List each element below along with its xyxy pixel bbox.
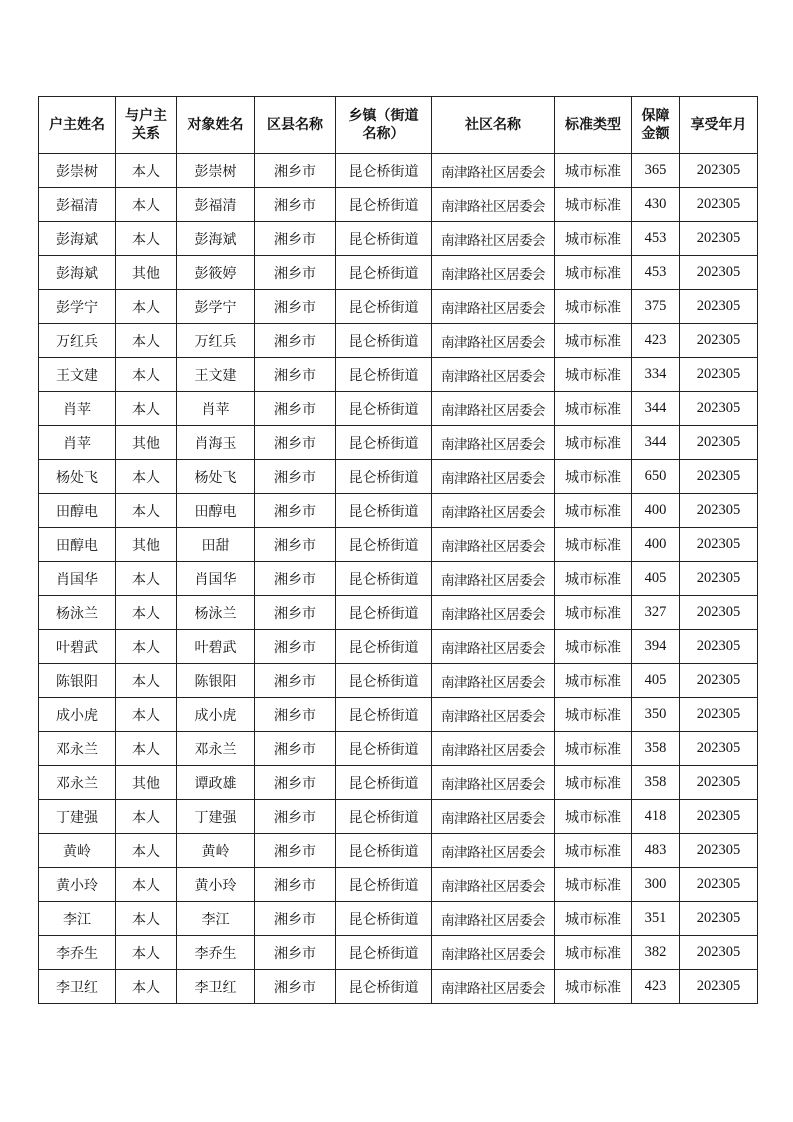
cell-beneficiary: 田甜 bbox=[177, 528, 255, 562]
benefit-table bbox=[38, 96, 758, 1004]
cell-community: 南津路社区居委会 bbox=[432, 834, 555, 868]
cell-month: 202305 bbox=[680, 562, 758, 596]
cell-township: 昆仑桥街道 bbox=[336, 290, 432, 324]
cell-relation: 其他 bbox=[116, 528, 177, 562]
cell-township: 昆仑桥街道 bbox=[336, 494, 432, 528]
cell-community: 南津路社区居委会 bbox=[432, 970, 555, 1004]
header-amount bbox=[632, 97, 680, 154]
cell-standard: 城市标准 bbox=[555, 358, 632, 392]
cell-householder: 黄岭 bbox=[39, 834, 116, 868]
cell-householder: 邓永兰 bbox=[39, 732, 116, 766]
cell-month: 202305 bbox=[680, 154, 758, 188]
table-row bbox=[39, 936, 758, 970]
cell-amount: 430 bbox=[632, 188, 680, 222]
cell-householder: 李江 bbox=[39, 902, 116, 936]
cell-householder: 李乔生 bbox=[39, 936, 116, 970]
cell-month: 202305 bbox=[680, 664, 758, 698]
cell-standard: 城市标准 bbox=[555, 460, 632, 494]
cell-month: 202305 bbox=[680, 868, 758, 902]
cell-beneficiary: 李卫红 bbox=[177, 970, 255, 1004]
cell-county: 湘乡市 bbox=[255, 698, 336, 732]
cell-community: 南津路社区居委会 bbox=[432, 460, 555, 494]
cell-relation: 本人 bbox=[116, 324, 177, 358]
table-row bbox=[39, 596, 758, 630]
cell-amount: 400 bbox=[632, 528, 680, 562]
table-row bbox=[39, 426, 758, 460]
cell-householder: 田醇电 bbox=[39, 494, 116, 528]
cell-community: 南津路社区居委会 bbox=[432, 732, 555, 766]
cell-township: 昆仑桥街道 bbox=[336, 902, 432, 936]
cell-relation: 本人 bbox=[116, 596, 177, 630]
table-row bbox=[39, 460, 758, 494]
cell-township: 昆仑桥街道 bbox=[336, 834, 432, 868]
cell-relation: 本人 bbox=[116, 494, 177, 528]
cell-township: 昆仑桥街道 bbox=[336, 596, 432, 630]
header-amount-label: 保障金额 bbox=[641, 108, 670, 142]
cell-householder: 杨泳兰 bbox=[39, 596, 116, 630]
cell-householder: 邓永兰 bbox=[39, 766, 116, 800]
header-county: 区县名称 bbox=[255, 97, 336, 154]
cell-township: 昆仑桥街道 bbox=[336, 528, 432, 562]
table-body bbox=[39, 154, 758, 1004]
cell-county: 湘乡市 bbox=[255, 426, 336, 460]
cell-township: 昆仑桥街道 bbox=[336, 562, 432, 596]
cell-month: 202305 bbox=[680, 834, 758, 868]
cell-month: 202305 bbox=[680, 324, 758, 358]
cell-amount: 300 bbox=[632, 868, 680, 902]
cell-community: 南津路社区居委会 bbox=[432, 358, 555, 392]
table-row bbox=[39, 256, 758, 290]
cell-standard: 城市标准 bbox=[555, 188, 632, 222]
cell-relation: 本人 bbox=[116, 936, 177, 970]
cell-county: 湘乡市 bbox=[255, 528, 336, 562]
cell-householder: 田醇电 bbox=[39, 528, 116, 562]
cell-householder: 肖苹 bbox=[39, 426, 116, 460]
cell-amount: 650 bbox=[632, 460, 680, 494]
cell-amount: 382 bbox=[632, 936, 680, 970]
cell-month: 202305 bbox=[680, 358, 758, 392]
cell-beneficiary: 彭学宁 bbox=[177, 290, 255, 324]
cell-township: 昆仑桥街道 bbox=[336, 766, 432, 800]
cell-month: 202305 bbox=[680, 460, 758, 494]
cell-standard: 城市标准 bbox=[555, 562, 632, 596]
cell-standard: 城市标准 bbox=[555, 256, 632, 290]
cell-beneficiary: 叶碧武 bbox=[177, 630, 255, 664]
cell-township: 昆仑桥街道 bbox=[336, 358, 432, 392]
cell-county: 湘乡市 bbox=[255, 766, 336, 800]
cell-community: 南津路社区居委会 bbox=[432, 664, 555, 698]
cell-amount: 483 bbox=[632, 834, 680, 868]
table-row bbox=[39, 358, 758, 392]
cell-township: 昆仑桥街道 bbox=[336, 222, 432, 256]
cell-township: 昆仑桥街道 bbox=[336, 698, 432, 732]
cell-county: 湘乡市 bbox=[255, 936, 336, 970]
cell-relation: 本人 bbox=[116, 698, 177, 732]
cell-standard: 城市标准 bbox=[555, 528, 632, 562]
cell-beneficiary: 李江 bbox=[177, 902, 255, 936]
cell-amount: 351 bbox=[632, 902, 680, 936]
cell-amount: 358 bbox=[632, 766, 680, 800]
cell-community: 南津路社区居委会 bbox=[432, 256, 555, 290]
cell-month: 202305 bbox=[680, 732, 758, 766]
cell-relation: 本人 bbox=[116, 902, 177, 936]
cell-relation: 其他 bbox=[116, 426, 177, 460]
cell-township: 昆仑桥街道 bbox=[336, 868, 432, 902]
cell-county: 湘乡市 bbox=[255, 562, 336, 596]
cell-month: 202305 bbox=[680, 392, 758, 426]
cell-standard: 城市标准 bbox=[555, 630, 632, 664]
cell-county: 湘乡市 bbox=[255, 256, 336, 290]
cell-householder: 成小虎 bbox=[39, 698, 116, 732]
cell-county: 湘乡市 bbox=[255, 188, 336, 222]
cell-beneficiary: 彭崇树 bbox=[177, 154, 255, 188]
cell-relation: 本人 bbox=[116, 970, 177, 1004]
cell-beneficiary: 彭福清 bbox=[177, 188, 255, 222]
cell-township: 昆仑桥街道 bbox=[336, 392, 432, 426]
table-row bbox=[39, 834, 758, 868]
table-row bbox=[39, 970, 758, 1004]
cell-amount: 327 bbox=[632, 596, 680, 630]
cell-community: 南津路社区居委会 bbox=[432, 766, 555, 800]
cell-relation: 本人 bbox=[116, 732, 177, 766]
cell-county: 湘乡市 bbox=[255, 664, 336, 698]
cell-relation: 本人 bbox=[116, 664, 177, 698]
cell-amount: 453 bbox=[632, 256, 680, 290]
cell-amount: 405 bbox=[632, 664, 680, 698]
cell-month: 202305 bbox=[680, 936, 758, 970]
cell-standard: 城市标准 bbox=[555, 426, 632, 460]
cell-householder: 彭福清 bbox=[39, 188, 116, 222]
cell-amount: 358 bbox=[632, 732, 680, 766]
cell-householder: 黄小玲 bbox=[39, 868, 116, 902]
cell-standard: 城市标准 bbox=[555, 732, 632, 766]
cell-amount: 405 bbox=[632, 562, 680, 596]
cell-county: 湘乡市 bbox=[255, 970, 336, 1004]
cell-township: 昆仑桥街道 bbox=[336, 936, 432, 970]
table-row bbox=[39, 290, 758, 324]
cell-community: 南津路社区居委会 bbox=[432, 222, 555, 256]
cell-month: 202305 bbox=[680, 290, 758, 324]
table-row bbox=[39, 766, 758, 800]
cell-relation: 本人 bbox=[116, 460, 177, 494]
table-row bbox=[39, 664, 758, 698]
cell-community: 南津路社区居委会 bbox=[432, 528, 555, 562]
table-row bbox=[39, 562, 758, 596]
cell-beneficiary: 成小虎 bbox=[177, 698, 255, 732]
cell-householder: 叶碧武 bbox=[39, 630, 116, 664]
cell-county: 湘乡市 bbox=[255, 460, 336, 494]
cell-standard: 城市标准 bbox=[555, 868, 632, 902]
cell-standard: 城市标准 bbox=[555, 698, 632, 732]
cell-beneficiary: 邓永兰 bbox=[177, 732, 255, 766]
cell-relation: 本人 bbox=[116, 222, 177, 256]
cell-householder: 彭崇树 bbox=[39, 154, 116, 188]
cell-community: 南津路社区居委会 bbox=[432, 392, 555, 426]
cell-beneficiary: 肖国华 bbox=[177, 562, 255, 596]
cell-county: 湘乡市 bbox=[255, 800, 336, 834]
cell-householder: 杨处飞 bbox=[39, 460, 116, 494]
cell-relation: 本人 bbox=[116, 800, 177, 834]
header-relation bbox=[116, 97, 177, 154]
table-row bbox=[39, 528, 758, 562]
header-month: 享受年月 bbox=[680, 97, 758, 154]
cell-standard: 城市标准 bbox=[555, 766, 632, 800]
cell-beneficiary: 彭海斌 bbox=[177, 222, 255, 256]
cell-householder: 彭学宁 bbox=[39, 290, 116, 324]
table-row bbox=[39, 698, 758, 732]
cell-beneficiary: 谭政雄 bbox=[177, 766, 255, 800]
cell-householder: 王文建 bbox=[39, 358, 116, 392]
cell-householder: 彭海斌 bbox=[39, 222, 116, 256]
table-row bbox=[39, 494, 758, 528]
cell-county: 湘乡市 bbox=[255, 834, 336, 868]
cell-beneficiary: 黄岭 bbox=[177, 834, 255, 868]
table-row bbox=[39, 902, 758, 936]
cell-standard: 城市标准 bbox=[555, 936, 632, 970]
cell-community: 南津路社区居委会 bbox=[432, 698, 555, 732]
cell-community: 南津路社区居委会 bbox=[432, 596, 555, 630]
cell-standard: 城市标准 bbox=[555, 494, 632, 528]
cell-community: 南津路社区居委会 bbox=[432, 562, 555, 596]
cell-standard: 城市标准 bbox=[555, 290, 632, 324]
table-row bbox=[39, 188, 758, 222]
cell-township: 昆仑桥街道 bbox=[336, 630, 432, 664]
cell-month: 202305 bbox=[680, 698, 758, 732]
cell-community: 南津路社区居委会 bbox=[432, 188, 555, 222]
cell-community: 南津路社区居委会 bbox=[432, 868, 555, 902]
cell-beneficiary: 王文建 bbox=[177, 358, 255, 392]
cell-standard: 城市标准 bbox=[555, 970, 632, 1004]
cell-month: 202305 bbox=[680, 528, 758, 562]
header-beneficiary: 对象姓名 bbox=[177, 97, 255, 154]
cell-amount: 334 bbox=[632, 358, 680, 392]
table-row bbox=[39, 392, 758, 426]
cell-amount: 453 bbox=[632, 222, 680, 256]
header-township-label: 乡镇（街道名称） bbox=[348, 108, 419, 142]
cell-amount: 400 bbox=[632, 494, 680, 528]
cell-relation: 本人 bbox=[116, 290, 177, 324]
cell-county: 湘乡市 bbox=[255, 324, 336, 358]
cell-amount: 344 bbox=[632, 392, 680, 426]
cell-householder: 彭海斌 bbox=[39, 256, 116, 290]
cell-month: 202305 bbox=[680, 256, 758, 290]
cell-township: 昆仑桥街道 bbox=[336, 324, 432, 358]
cell-community: 南津路社区居委会 bbox=[432, 630, 555, 664]
cell-community: 南津路社区居委会 bbox=[432, 494, 555, 528]
cell-householder: 陈银阳 bbox=[39, 664, 116, 698]
cell-township: 昆仑桥街道 bbox=[336, 188, 432, 222]
cell-county: 湘乡市 bbox=[255, 868, 336, 902]
table-row bbox=[39, 732, 758, 766]
cell-amount: 418 bbox=[632, 800, 680, 834]
cell-relation: 本人 bbox=[116, 188, 177, 222]
cell-standard: 城市标准 bbox=[555, 664, 632, 698]
cell-amount: 394 bbox=[632, 630, 680, 664]
cell-township: 昆仑桥街道 bbox=[336, 426, 432, 460]
cell-township: 昆仑桥街道 bbox=[336, 154, 432, 188]
cell-community: 南津路社区居委会 bbox=[432, 290, 555, 324]
cell-standard: 城市标准 bbox=[555, 834, 632, 868]
cell-county: 湘乡市 bbox=[255, 392, 336, 426]
header-community: 社区名称 bbox=[432, 97, 555, 154]
cell-standard: 城市标准 bbox=[555, 902, 632, 936]
cell-county: 湘乡市 bbox=[255, 902, 336, 936]
cell-standard: 城市标准 bbox=[555, 800, 632, 834]
cell-amount: 375 bbox=[632, 290, 680, 324]
cell-standard: 城市标准 bbox=[555, 392, 632, 426]
cell-beneficiary: 陈银阳 bbox=[177, 664, 255, 698]
cell-beneficiary: 李乔生 bbox=[177, 936, 255, 970]
cell-month: 202305 bbox=[680, 902, 758, 936]
cell-relation: 其他 bbox=[116, 256, 177, 290]
cell-standard: 城市标准 bbox=[555, 596, 632, 630]
cell-beneficiary: 黄小玲 bbox=[177, 868, 255, 902]
cell-beneficiary: 丁建强 bbox=[177, 800, 255, 834]
cell-month: 202305 bbox=[680, 426, 758, 460]
cell-amount: 365 bbox=[632, 154, 680, 188]
table-row bbox=[39, 800, 758, 834]
cell-community: 南津路社区居委会 bbox=[432, 902, 555, 936]
header-householder: 户主姓名 bbox=[39, 97, 116, 154]
cell-beneficiary: 万红兵 bbox=[177, 324, 255, 358]
cell-township: 昆仑桥街道 bbox=[336, 732, 432, 766]
cell-community: 南津路社区居委会 bbox=[432, 324, 555, 358]
table-row bbox=[39, 868, 758, 902]
cell-county: 湘乡市 bbox=[255, 290, 336, 324]
header-relation-label: 与户主关系 bbox=[125, 108, 167, 142]
cell-community: 南津路社区居委会 bbox=[432, 426, 555, 460]
cell-beneficiary: 肖海玉 bbox=[177, 426, 255, 460]
cell-township: 昆仑桥街道 bbox=[336, 800, 432, 834]
header-standard: 标准类型 bbox=[555, 97, 632, 154]
cell-amount: 423 bbox=[632, 970, 680, 1004]
cell-relation: 本人 bbox=[116, 392, 177, 426]
cell-township: 昆仑桥街道 bbox=[336, 664, 432, 698]
cell-householder: 丁建强 bbox=[39, 800, 116, 834]
table-row bbox=[39, 222, 758, 256]
cell-beneficiary: 彭筱婷 bbox=[177, 256, 255, 290]
cell-relation: 本人 bbox=[116, 562, 177, 596]
cell-county: 湘乡市 bbox=[255, 222, 336, 256]
cell-relation: 本人 bbox=[116, 834, 177, 868]
cell-county: 湘乡市 bbox=[255, 358, 336, 392]
cell-beneficiary: 田醇电 bbox=[177, 494, 255, 528]
table-row bbox=[39, 324, 758, 358]
header-township bbox=[336, 97, 432, 154]
cell-county: 湘乡市 bbox=[255, 596, 336, 630]
cell-amount: 423 bbox=[632, 324, 680, 358]
cell-relation: 本人 bbox=[116, 868, 177, 902]
cell-beneficiary: 杨泳兰 bbox=[177, 596, 255, 630]
cell-month: 202305 bbox=[680, 188, 758, 222]
cell-township: 昆仑桥街道 bbox=[336, 970, 432, 1004]
cell-month: 202305 bbox=[680, 222, 758, 256]
cell-month: 202305 bbox=[680, 766, 758, 800]
cell-county: 湘乡市 bbox=[255, 154, 336, 188]
cell-householder: 肖苹 bbox=[39, 392, 116, 426]
cell-community: 南津路社区居委会 bbox=[432, 800, 555, 834]
cell-month: 202305 bbox=[680, 970, 758, 1004]
cell-householder: 李卫红 bbox=[39, 970, 116, 1004]
cell-standard: 城市标准 bbox=[555, 154, 632, 188]
cell-householder: 肖国华 bbox=[39, 562, 116, 596]
cell-amount: 344 bbox=[632, 426, 680, 460]
cell-county: 湘乡市 bbox=[255, 732, 336, 766]
cell-relation: 本人 bbox=[116, 358, 177, 392]
cell-community: 南津路社区居委会 bbox=[432, 936, 555, 970]
cell-standard: 城市标准 bbox=[555, 222, 632, 256]
cell-standard: 城市标准 bbox=[555, 324, 632, 358]
cell-month: 202305 bbox=[680, 800, 758, 834]
cell-relation: 本人 bbox=[116, 630, 177, 664]
header-row bbox=[39, 97, 758, 154]
cell-community: 南津路社区居委会 bbox=[432, 154, 555, 188]
cell-month: 202305 bbox=[680, 596, 758, 630]
cell-township: 昆仑桥街道 bbox=[336, 256, 432, 290]
cell-county: 湘乡市 bbox=[255, 494, 336, 528]
cell-relation: 其他 bbox=[116, 766, 177, 800]
cell-beneficiary: 肖苹 bbox=[177, 392, 255, 426]
cell-month: 202305 bbox=[680, 630, 758, 664]
table-row bbox=[39, 630, 758, 664]
cell-county: 湘乡市 bbox=[255, 630, 336, 664]
cell-beneficiary: 杨处飞 bbox=[177, 460, 255, 494]
cell-month: 202305 bbox=[680, 494, 758, 528]
cell-householder: 万红兵 bbox=[39, 324, 116, 358]
cell-relation: 本人 bbox=[116, 154, 177, 188]
table-row bbox=[39, 154, 758, 188]
cell-township: 昆仑桥街道 bbox=[336, 460, 432, 494]
cell-amount: 350 bbox=[632, 698, 680, 732]
